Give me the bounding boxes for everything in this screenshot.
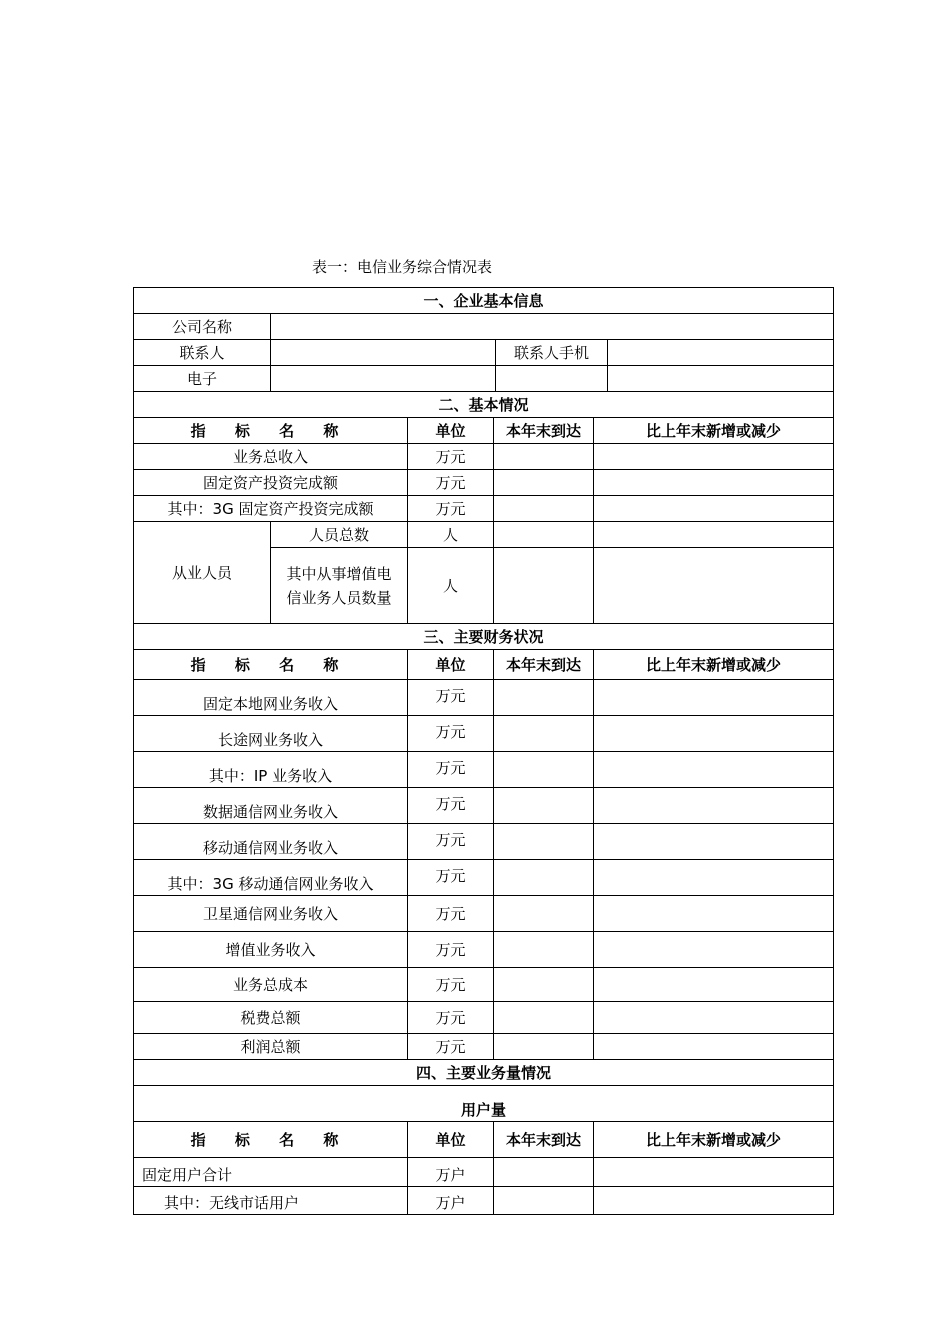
table-row	[134, 470, 834, 496]
column-header-unit: 单位	[408, 1122, 494, 1158]
section-heading-business-volume: 四、主要业务量情况	[134, 1060, 834, 1086]
indicator-name: 利润总额	[134, 1034, 408, 1060]
email-extra-field-2[interactable]	[608, 366, 834, 392]
table-row	[134, 680, 834, 716]
current-value-field[interactable]	[494, 824, 594, 860]
indicator-unit: 万元	[408, 932, 494, 968]
contact-field[interactable]	[271, 340, 496, 366]
current-value-field[interactable]	[494, 752, 594, 788]
company-name-field[interactable]	[271, 314, 834, 340]
staff-label: 从业人员	[134, 522, 271, 624]
indicator-unit: 万元	[408, 896, 494, 932]
change-value-field[interactable]	[594, 680, 834, 716]
indicator-name: 其中：3G 固定资产投资完成额	[134, 496, 408, 522]
indicator-name: 其中：IP 业务收入	[134, 752, 408, 788]
section-heading-basic-situation: 二、基本情况	[134, 392, 834, 418]
indicator-name: 业务总收入	[134, 444, 408, 470]
subheading-users: 用户量	[134, 1086, 834, 1122]
change-value-field[interactable]	[594, 444, 834, 470]
column-header-current: 本年末到达	[494, 1122, 594, 1158]
column-header-change: 比上年末新增或减少	[594, 418, 834, 444]
change-value-field[interactable]	[594, 522, 834, 548]
indicator-name: 业务总成本	[134, 968, 408, 1002]
indicator-unit: 人	[408, 548, 494, 624]
table-row	[134, 1187, 834, 1215]
indicator-unit: 万元	[408, 752, 494, 788]
section-heading-basic-info: 一、企业基本信息	[134, 288, 834, 314]
indicator-name: 其中：无线市话用户	[134, 1187, 408, 1215]
change-value-field[interactable]	[594, 896, 834, 932]
change-value-field[interactable]	[594, 752, 834, 788]
indicator-unit: 万元	[408, 968, 494, 1002]
table-title: 表一：电信业务综合情况表	[312, 258, 493, 276]
indicator-name: 其中：3G 移动通信网业务收入	[134, 860, 408, 896]
current-value-field[interactable]	[494, 522, 594, 548]
indicator-unit: 万元	[408, 470, 494, 496]
change-value-field[interactable]	[594, 716, 834, 752]
indicator-name: 移动通信网业务收入	[134, 824, 408, 860]
current-value-field[interactable]	[494, 932, 594, 968]
company-name-label: 公司名称	[134, 314, 271, 340]
email-field[interactable]	[271, 366, 496, 392]
table-row	[134, 522, 834, 548]
current-value-field[interactable]	[494, 860, 594, 896]
indicator-name: 人员总数	[271, 522, 408, 548]
current-value-field[interactable]	[494, 496, 594, 522]
current-value-field[interactable]	[494, 968, 594, 1002]
email-label: 电子	[134, 366, 271, 392]
current-value-field[interactable]	[494, 1158, 594, 1187]
table-row	[134, 788, 834, 824]
table-row	[134, 1158, 834, 1187]
section-heading-finance: 三、主要财务状况	[134, 624, 834, 650]
change-value-field[interactable]	[594, 1187, 834, 1215]
indicator-unit: 万元	[408, 680, 494, 716]
indicator-name: 增值业务收入	[134, 932, 408, 968]
indicator-unit: 万元	[408, 1002, 494, 1034]
contact-mobile-field[interactable]	[608, 340, 834, 366]
change-value-field[interactable]	[594, 1034, 834, 1060]
current-value-field[interactable]	[494, 470, 594, 496]
indicator-unit: 万户	[408, 1158, 494, 1187]
indicator-unit: 万元	[408, 860, 494, 896]
change-value-field[interactable]	[594, 1158, 834, 1187]
current-value-field[interactable]	[494, 548, 594, 624]
change-value-field[interactable]	[594, 824, 834, 860]
indicator-name: 固定本地网业务收入	[134, 680, 408, 716]
table-row	[134, 716, 834, 752]
current-value-field[interactable]	[494, 716, 594, 752]
change-value-field[interactable]	[594, 968, 834, 1002]
table-row	[134, 932, 834, 968]
column-header-unit: 单位	[408, 418, 494, 444]
column-header-name: 指 标 名 称	[134, 418, 408, 444]
indicator-unit: 万元	[408, 444, 494, 470]
column-header-change: 比上年末新增或减少	[594, 650, 834, 680]
table-row	[134, 1002, 834, 1034]
change-value-field[interactable]	[594, 496, 834, 522]
current-value-field[interactable]	[494, 680, 594, 716]
change-value-field[interactable]	[594, 860, 834, 896]
indicator-unit: 万元	[408, 1034, 494, 1060]
table-row	[134, 444, 834, 470]
change-value-field[interactable]	[594, 788, 834, 824]
column-header-name: 指 标 名 称	[134, 1122, 408, 1158]
current-value-field[interactable]	[494, 788, 594, 824]
email-extra-field[interactable]	[496, 366, 608, 392]
current-value-field[interactable]	[494, 444, 594, 470]
indicator-unit: 万元	[408, 824, 494, 860]
change-value-field[interactable]	[594, 548, 834, 624]
current-value-field[interactable]	[494, 1034, 594, 1060]
table-row	[134, 896, 834, 932]
column-header-current: 本年末到达	[494, 650, 594, 680]
contact-mobile-label: 联系人手机	[496, 340, 608, 366]
indicator-name: 固定资产投资完成额	[134, 470, 408, 496]
current-value-field[interactable]	[494, 1187, 594, 1215]
indicator-unit: 万元	[408, 788, 494, 824]
change-value-field[interactable]	[594, 932, 834, 968]
current-value-field[interactable]	[494, 896, 594, 932]
contact-label: 联系人	[134, 340, 271, 366]
table-row	[134, 968, 834, 1002]
indicator-name: 其中从事增值电信业务人员数量	[271, 548, 408, 624]
table-row	[134, 752, 834, 788]
indicator-unit: 万元	[408, 496, 494, 522]
indicator-name: 长途网业务收入	[134, 716, 408, 752]
indicator-name: 固定用户合计	[134, 1158, 408, 1187]
indicator-name: 税费总额	[134, 1002, 408, 1034]
indicator-unit: 人	[408, 522, 494, 548]
indicator-unit: 万户	[408, 1187, 494, 1215]
table-row	[134, 860, 834, 896]
change-value-field[interactable]	[594, 470, 834, 496]
current-value-field[interactable]	[494, 1002, 594, 1034]
table-row	[134, 496, 834, 522]
change-value-field[interactable]	[594, 1002, 834, 1034]
table-row	[134, 824, 834, 860]
indicator-name: 卫星通信网业务收入	[134, 896, 408, 932]
column-header-current: 本年末到达	[494, 418, 594, 444]
column-header-unit: 单位	[408, 650, 494, 680]
indicator-name: 数据通信网业务收入	[134, 788, 408, 824]
telecom-summary-table	[133, 287, 834, 1215]
table-row	[134, 1034, 834, 1060]
column-header-change: 比上年末新增或减少	[594, 1122, 834, 1158]
indicator-unit: 万元	[408, 716, 494, 752]
column-header-name: 指 标 名 称	[134, 650, 408, 680]
